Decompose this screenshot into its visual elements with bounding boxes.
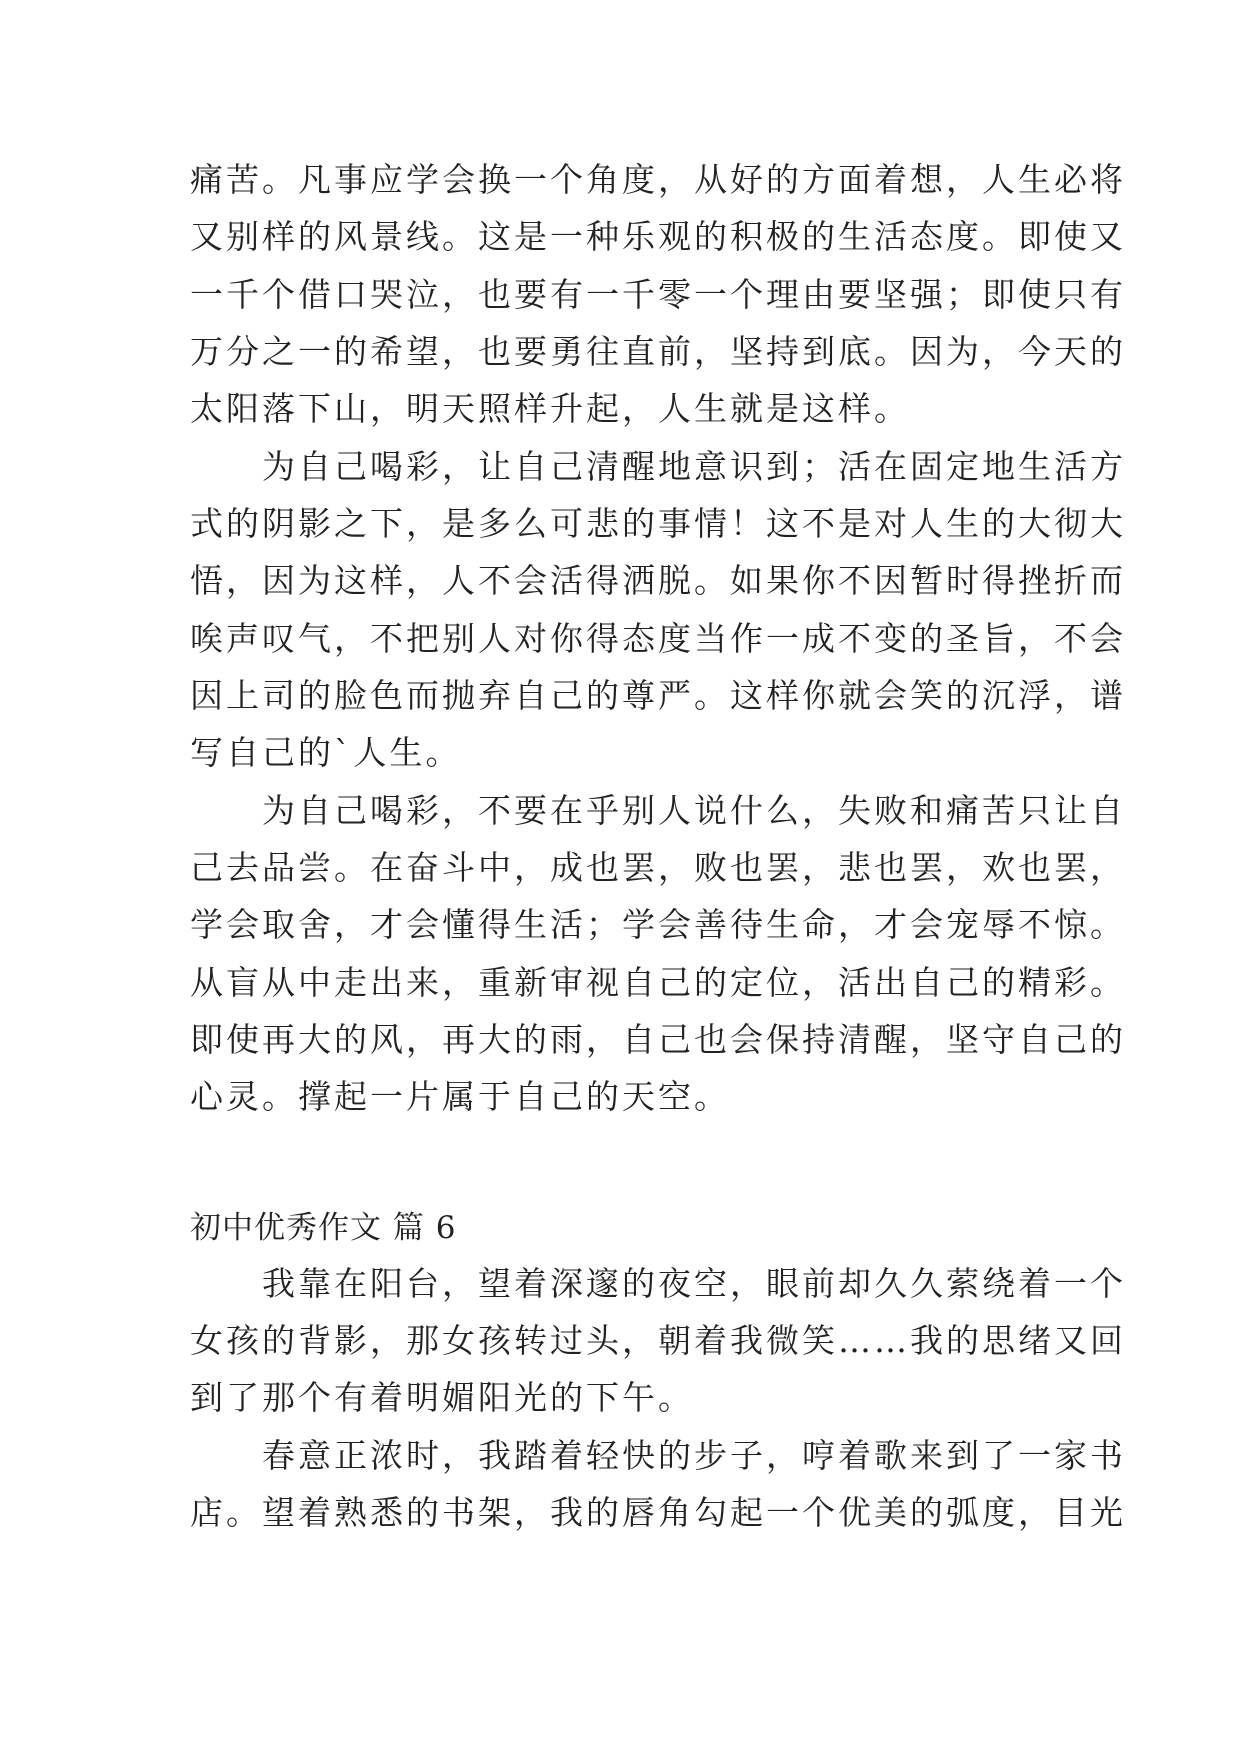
text-line: 为自己喝彩，不要在乎别人说什么，失败和痛苦只让自 bbox=[190, 791, 1126, 830]
text-line: 学会取舍，才会懂得生活；学会善待生命，才会宠辱不惊。 bbox=[190, 905, 1126, 944]
text-line: 唉声叹气，不把别人对你得态度当作一成不变的圣旨，不会 bbox=[190, 619, 1126, 658]
text-line: 一千个借口哭泣，也要有一千零一个理由要坚强；即使只有 bbox=[190, 275, 1126, 314]
text-line: 心灵。撑起一片属于自己的天空。 bbox=[190, 1077, 730, 1116]
text-line: 式的阴影之下，是多么可悲的事情！这不是对人生的大彻大 bbox=[190, 504, 1126, 543]
section-heading: 初中优秀作文 篇 6 bbox=[190, 1210, 457, 1246]
text-line: 即使再大的风，再大的雨，自己也会保持清醒，坚守自己的 bbox=[190, 1020, 1126, 1059]
text-line: 悟，因为这样，人不会活得洒脱。如果你不因暂时得挫折而 bbox=[190, 561, 1126, 600]
text-line: 又别样的风景线。这是一种乐观的积极的生活态度。即使又 bbox=[190, 217, 1126, 256]
text-line: 女孩的背影，那女孩转过头，朝着我微笑……我的思绪又回 bbox=[190, 1321, 1126, 1360]
text-line: 痛苦。凡事应学会换一个角度，从好的方面着想，人生必将 bbox=[190, 160, 1126, 199]
text-line: 为自己喝彩，让自己清醒地意识到；活在固定地生活方 bbox=[190, 447, 1126, 486]
text-line: 从盲从中走出来，重新审视自己的定位，活出自己的精彩。 bbox=[190, 963, 1126, 1002]
text-line: 店。望着熟悉的书架，我的唇角勾起一个优美的弧度，目光 bbox=[190, 1493, 1126, 1532]
text-line: 太阳落下山，明天照样升起，人生就是这样。 bbox=[190, 389, 910, 428]
text-line: 到了那个有着明媚阳光的下午。 bbox=[190, 1378, 694, 1417]
text-line: 己去品尝。在奋斗中，成也罢，败也罢，悲也罢，欢也罢， bbox=[190, 848, 1126, 887]
text-line: 写自己的`人生。 bbox=[190, 733, 462, 772]
text-line: 春意正浓时，我踏着轻快的步子，哼着歌来到了一家书 bbox=[190, 1436, 1126, 1475]
text-line: 我靠在阳台，望着深邃的夜空，眼前却久久萦绕着一个 bbox=[190, 1264, 1126, 1303]
text-line: 因上司的脸色而抛弃自己的尊严。这样你就会笑的沉浮，谱 bbox=[190, 676, 1126, 715]
text-line: 万分之一的希望，也要勇往直前，坚持到底。因为，今天的 bbox=[190, 332, 1126, 371]
